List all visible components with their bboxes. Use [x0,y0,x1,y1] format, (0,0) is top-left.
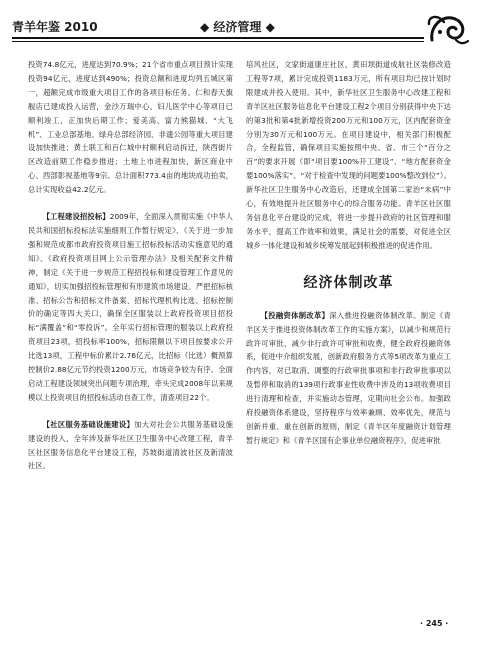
paragraph-investment-reform [246,309,451,448]
page-header [12,10,468,48]
page-number: · 245 · [420,619,449,628]
left-column [28,58,233,473]
header-rule-thin [12,41,424,42]
section-head-tendering: 【工程建设招投标】 [42,212,110,222]
paragraph-tendering [28,210,233,405]
chapter-title: 经济体制改革 [303,274,394,291]
ram-emblem-icon [426,10,470,48]
paragraph-investment-progress: 投资74.8亿元，进度达到70.9%；21个省市重点项目预计实现投资94亿元，进度达到490%；投资总额和进度均列五城区第一，超额完成市级重大项目工作的各项目标任务。仁和春天旗舰店已建成投入运营，金沙万瑞中心、妇儿医学中心等项目已顺利竣工，正加快后期工作；爱美高、富力熊猫城、“大飞机”、工业总部基地、绿舟总部经济园、非遗公园等重大项目建设加快推进；黄土联工和百仁城中村顺利启动拆迁，陕西街片区改造前期工作稳步推进；土地上市进程加快，新区商业中心、西部影视基地等9宗、总计面积773.4亩的地块成功拍卖，总计实现收益42.2亿元。 [28,60,233,195]
section-body-investment-reform: 深入推进投融资体制改革。制定《青羊区关于推进投资体制改革工作的实施方案》，以减少和规范行政许可审批、减少非行政许可审批和收费，健全政府投融资体系，促进中介组织发展，创新政府服务方式等5项改革为重点工作内容，对已取消、调整的行政审批事项和非行政审批事项以及暂停和取消的139项行政事业性收费中涉及的13项收费项目进行清理和检查，并实施动态管理，定期向社会公布。加强政府投融资体系建设，坚持程序与效率兼顾、效率优先，规范与创新并重、重在创新的原则，制定《青羊区年度融资计划管理暂行规定》和《青羊区国有企事业单位融资程序》，促进审批 [246,310,451,445]
section-head-community: 【社区服务基础设施建设】 [42,419,135,429]
section-title: ◆ 经济管理 ◆ [200,20,275,34]
section-body-community: 加大对社会公共服务基础设施建设的投入，全年涉及新华社区卫生服务中心改建工程，青羊区社区服务信息化平台建设工程，苏坡街道清波社区及新清波社区、 [28,419,233,471]
section-head-investment-reform: 【投融资体制改革】 [260,310,330,320]
yearbook-title: 青羊年鉴 2010 [12,20,98,34]
paragraph-community-continued: 培风社区，文家街道康庄社区，黄田坝街道成航社区装修改造工程等7项，累计完成投资1183万元，所有项目均已按计划时限建成并投入使用。其中，新华社区卫生服务中心改建工程和青羊区社区服务信息化平台建设工程2个项目分别获得中央下达的第3批和第4批新增投资200万元和100万元，区内配套资金分别为30万元和100万元。在项目建设中，相关部门积极配合，全程监管，确保项目实施按照中央、省、市三个“百分之百”的要求开展（即“项目要100%开工建设”、“地方配套资金要100%落实”、“对于检查中发现的问题要100%整改到位”）。新华社区卫生服务中心改造后，还建成全国第二家治“未病”中心，有效地提升社区服务中心的综合服务功能。青羊区社区服务信息化平台建设的完成，将进一步提升政府的社区管理和服务水平，提高工作效率和效果，满足社会的需要，对促进全区城乡一体化建设和城乡统筹发展起到积极推进的促进作用。 [246,60,451,250]
right-column [246,58,451,448]
header-rule-thick [12,37,424,39]
paragraph-community-infrastructure [28,418,233,474]
section-body-tendering: 2009年，全面深入贯彻实施《中华人民共和国招标投标法实施细则工作暂行规定》、《关于进一步加强和规范成都市政府投资项目施工招标投标活动实施意见的通知》、《政府投资项目网上公示管理办法》及相关配套文件精神，制定《关于进一步规范工程招投标和建设管理工作意见的通知》，切实加强招投标管理和有形建筑市场建设。严把招标核准、招标公告和招标文件备案、招标代理机构比选、招标控制价的确定等四大关口，确保全区服装以上政府投资项目招投标“满覆盖”和“零投诉”。全年实行招标管理的服装以上政府投资项目23项，招投标率100%，招标限额以下项目按要求公开比选13项，工程中标价累计2.76亿元，比招标（比选）概预算控制价2.88亿元节约投资1200万元，市场竞争较为有序。全面启动工程建设领域突出问题专项治理，牵头完成2008年以来规模以上投资项目的招投标活动自查工作，清查项目22个。 [28,212,234,402]
